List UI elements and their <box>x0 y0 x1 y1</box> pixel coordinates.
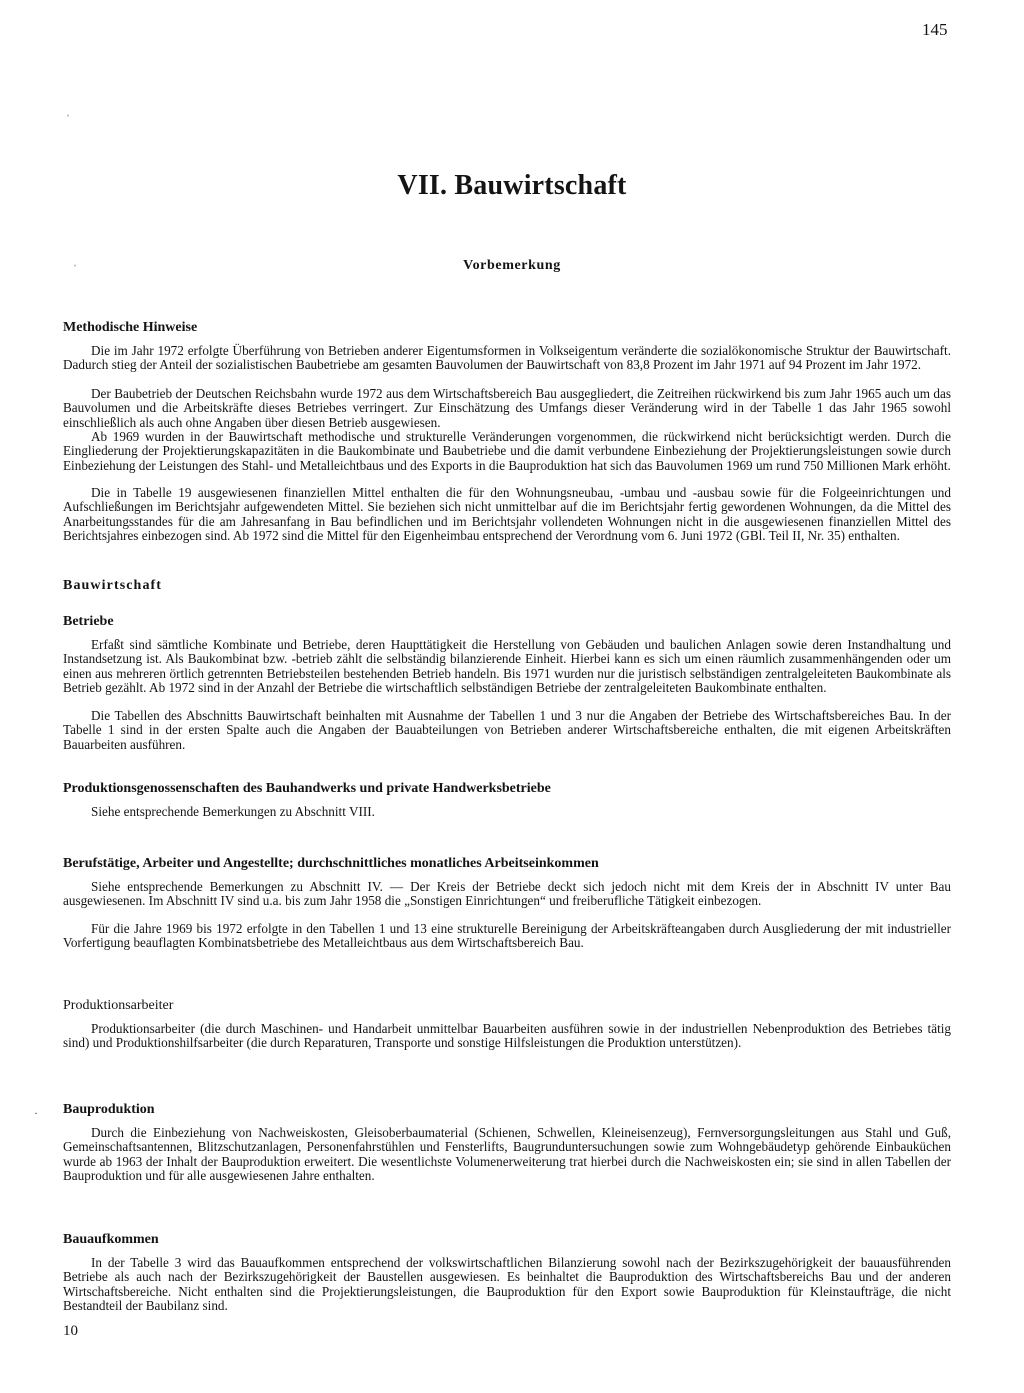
paragraph: Die in Tabelle 19 ausgewiesenen finanziellen Mittel enthalten die für den Wohnungsneubau, -umbau und -ausbau sowie für die Folgeeinrichtungen und Aufschließungen im Berichtsjahr aufgewendeten Mittel. Sie beziehen sich nicht unmittelbar auf die im Berichtsjahr fertig gewordenen Wohnungen, da die Mittel des Anarbeitungsstandes für die am Jahresanfang in Bau befindlichen und im Berichtsjahr vollendeten Wohnungen nicht in die ausgewiesenen finanziellen Mittel des Berichtsjahres einbezogen sind. Ab 1972 sind die Mittel für den Eigenheimbau entsprechend der Verordnung vom 6. Juni 1972 (GBl. Teil II, Nr. 35) enthalten. <box>63 485 951 543</box>
paragraph: Für die Jahre 1969 bis 1972 erfolgte in den Tabellen 1 und 13 eine strukturelle Bereinigung der Arbeitskräfteangaben durch Ausgliederung der mit industrieller Vorfertigung beauflagten Kombinatsbetriebe des Metalleichtbaus aus dem Wirtschaftsbereich Bau. <box>63 921 951 951</box>
heading-methodische-hinweise: Methodische Hinweise <box>63 320 198 335</box>
heading-betriebe: Betriebe <box>63 614 114 629</box>
heading-produktionsgenossenschaften: Produktionsgenossenschaften des Bauhandwerks und private Handwerksbetriebe <box>63 781 551 796</box>
paragraph: Produktionsarbeiter (die durch Maschinen- und Handarbeit unmittelbar Bauarbeiten ausführen sowie in der industriellen Nebenproduktion des Betriebes tätig sind) und Produktionshilfsarbeiter (die durch Reparaturen, Transporte und sonstige Hilfsleistungen die Produktion unterstützen). <box>63 1021 951 1051</box>
heading-produktionsarbeiter: Produktionsarbeiter <box>63 998 174 1013</box>
paragraph: Der Baubetrieb der Deutschen Reichsbahn wurde 1972 aus dem Wirtschaftsbereich Bau ausgegliedert, die Zeitreihen rückwirkend bis zum Jahr 1965 auch um das Bauvolumen und die Arbeitskräfte dieses Betriebes verringert. Zur Einschätzung des Umfangs dieser Veränderung wird in der Tabelle 1 das Jahr 1965 sowohl einschließlich als auch ohne Angaben über diesen Betrieb ausgewiesen. <box>63 386 951 430</box>
subtitle: Vorbemerkung <box>463 258 561 273</box>
paragraph: Die im Jahr 1972 erfolgte Überführung von Betrieben anderer Eigentumsformen in Volkseigentum veränderte die sozialökonomische Struktur der Bauwirtschaft. Dadurch stieg der Anteil der sozialistischen Baubetriebe am gesamten Bauvolumen der Bauwirtschaft von 83,8 Prozent im Jahr 1971 auf 94 Prozent im Jahr 1972. <box>63 343 951 373</box>
paragraph: Erfaßt sind sämtliche Kombinate und Betriebe, deren Haupttätigkeit die Herstellung von Gebäuden und baulichen Anlagen sowie deren Instandhaltung und Instandsetzung ist. Als Baukombinat bzw. -betrieb zählt die selbständig bilanzierende Einheit. Hierbei kann es sich um einen räumlich zusammenhängenden oder um einen aus mehreren örtlich getrennten Betriebsteilen bestehenden Betrieb handeln. Bis 1971 wurden nur die juristisch selbständigen zentralgeleiteten Baukombinate als Betrieb gezählt. Ab 1972 sind in der Anzahl der Betriebe die wirtschaftlich selbständigen Betriebe der zentralgeleiteten Baukombinate enthalten. <box>63 637 951 695</box>
paragraph: In der Tabelle 3 wird das Bauaufkommen entsprechend der volkswirtschaftlichen Bilanzierung sowohl nach der Bezirkszugehörigkeit der bauausführenden Betriebe als auch nach der Bezirkszugehörigkeit der Baustellen ausgewiesen. Es beinhaltet die Bauproduktion des Wirtschaftsbereichs Bau und der anderen Wirtschaftsbereiche. Nicht enthalten sind die Projektierungsleistungen, die Bauproduktion für den Export sowie Bauproduktion für Kleinstaufträge, die nicht Bestandteil der Baubilanz sind. <box>63 1255 951 1313</box>
paragraph: Siehe entsprechende Bemerkungen zu Abschnitt IV. — Der Kreis der Betriebe deckt sich jedoch nicht mit dem Kreis der in Abschnitt IV unter Bau ausgewiesenen. Im Abschnitt IV sind u.a. bis zum Jahr 1958 die „Sonstigen Einrichtungen“ und freiberufliche Tätigkeit einbezogen. <box>63 879 951 909</box>
heading-bauwirtschaft: Bauwirtschaft <box>63 578 163 593</box>
heading-bauproduktion: Bauproduktion <box>63 1102 155 1117</box>
scan-speck: ˈ <box>73 262 77 276</box>
chapter-title: VII. Bauwirtschaft <box>397 170 627 201</box>
paragraph: Siehe entsprechende Bemerkungen zu Abschnitt VIII. <box>91 804 375 819</box>
paragraph: Durch die Einbeziehung von Nachweiskosten, Gleisoberbaumaterial (Schienen, Schwellen, Kleineisenzeug), Fernversorgungsleitungen aus Stahl und Guß, Gemeinschaftsantennen, Blitzschutzanlagen, Personenfahrstühlen und Fensterlifts, Baugrunduntersuchungen sowie zum Wohngebäudetyp gehörende Einbauküchen wurde ab 1963 der Inhalt der Bauproduktion erweitert. Die wesentlichste Volumenerweiterung trat hierbei durch die Nachweiskosten ein; sie sind in allen Tabellen der Bauproduktion und für alle ausgewiesenen Jahre enthalten. <box>63 1125 951 1183</box>
paragraph: Ab 1969 wurden in der Bauwirtschaft methodische und strukturelle Veränderungen vorgenommen, die rückwirkend nicht berücksichtigt werden. Durch die Eingliederung der Projektierungskapazitäten in die Baukombinate und Baubetriebe und die damit verbundene Einbeziehung der Projektierungsleistungen sowie durch Einbeziehung der Leistungen des Stahl- und Metalleichtbaus und des Exports in die Bauproduktion hat sich das Bauvolumen 1969 um rund 750 Millionen Mark erhöht. <box>63 429 951 473</box>
page-number: 145 <box>922 20 948 39</box>
scan-speck: · <box>34 1106 38 1120</box>
heading-berufstaetige: Berufstätige, Arbeiter und Angestellte; durchschnittliches monatliches Arbeitseinkommen <box>63 856 599 871</box>
heading-bauaufkommen: Bauaufkommen <box>63 1232 159 1247</box>
paragraph: Die Tabellen des Abschnitts Bauwirtschaft beinhalten mit Ausnahme der Tabellen 1 und 3 nur die Angaben der Betriebe des Wirtschaftsbereiches Bau. In der Tabelle 1 sind in der ersten Spalte auch die Angaben der Bauabteilungen von Betrieben anderer Wirtschaftsbereiche enthalten, die mit eigenen Arbeitskräften Bauarbeiten ausführen. <box>63 708 951 752</box>
footer-page-number: 10 <box>63 1323 78 1339</box>
scan-speck: ˈ <box>66 112 70 126</box>
